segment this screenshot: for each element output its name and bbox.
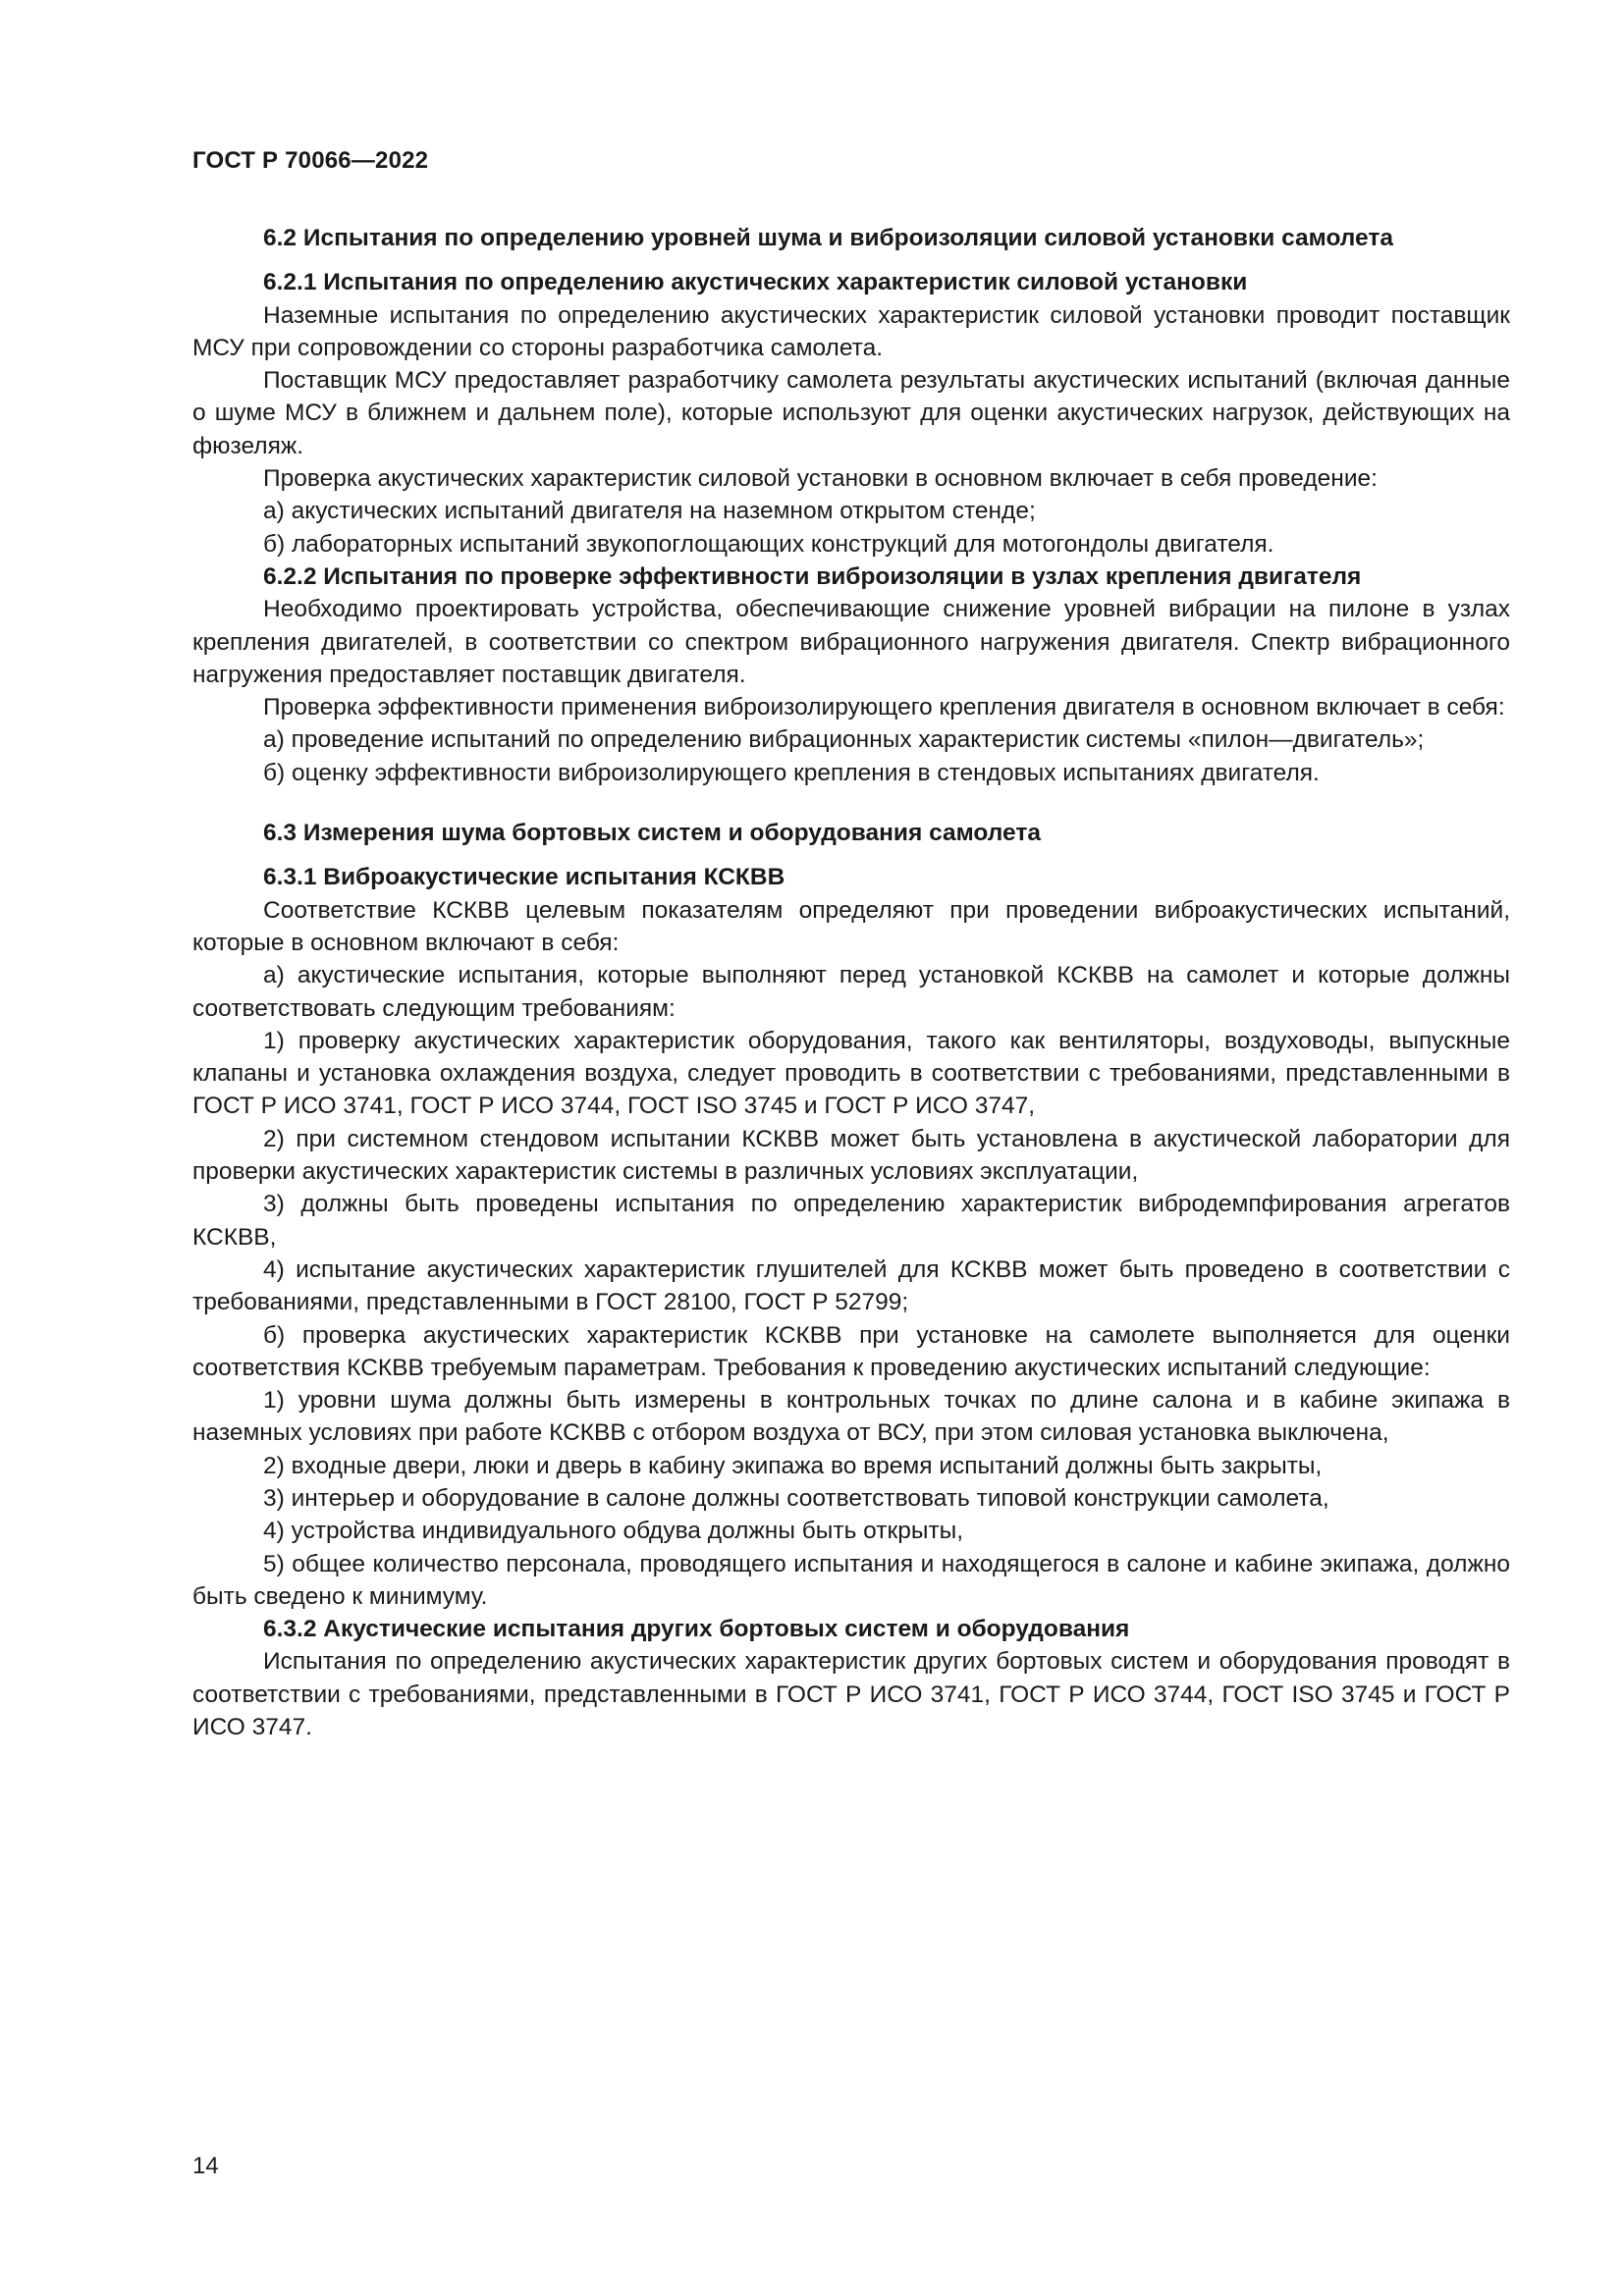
list-item: 1) уровни шума должны быть измерены в контрольных точках по длине салона и в кабине экипажа в наземных условиях при работе КСКВВ с отбором воздуха от ВСУ, при этом силовая установка выключена, [192, 1387, 1510, 1447]
subsection-heading-6-3-1: 6.3.1 Виброакустические испытания КСКВВ [263, 864, 785, 891]
list-item: а) акустические испытания, которые выполняют перед установкой КСКВВ на самолет и которые должны соответствовать следующим требованиям: [192, 962, 1510, 1022]
list-item: 2) входные двери, люки и дверь в кабину экипажа во время испытаний должны быть закрыты, [263, 1452, 1323, 1479]
paragraph: Соответствие КСКВВ целевым показателям определяют при проведении виброакустических испытаний, которые в основном включают в себя: [192, 896, 1510, 956]
paragraph: Поставщик МСУ предоставляет разработчику самолета результаты акустических испытаний (включая данные о шуме МСУ в ближнем и дальнем поле), которые используют для оценки акустических нагрузок, действующих на фюзеляж. [192, 367, 1510, 459]
subsection-heading-6-3-2: 6.3.2 Акустические испытания других бортовых систем и оборудования [263, 1616, 1130, 1643]
list-item: 4) устройства индивидуального обдува должны быть открыты, [263, 1518, 964, 1545]
list-item: 5) общее количество персонала, проводящего испытания и находящегося в салоне и кабине экипажа, должно быть сведено к минимуму. [192, 1550, 1510, 1610]
list-item: б) оценку эффективности виброизолирующего крепления в стендовых испытаниях двигателя. [263, 759, 1320, 786]
list-item: б) проверка акустических характеристик КСКВВ при установке на самолете выполняется для оценки соответствия КСКВВ требуемым параметрам. Требования к проведению акустических испытаний следующие: [192, 1321, 1510, 1381]
list-item: б) лабораторных испытаний звукопоглощающих конструкций для мотогондолы двигателя. [263, 530, 1274, 558]
document-code-header: ГОСТ Р 70066—2022 [192, 147, 429, 174]
list-item: 3) должны быть проведены испытания по определению характеристик вибродемпфирования агрегатов КСКВВ, [192, 1191, 1510, 1251]
document-body [192, 222, 1510, 1743]
list-item: а) проведение испытаний по определению вибрационных характеристик системы «пилон—двигатель»; [263, 726, 1425, 754]
paragraph: Необходимо проектировать устройства, обеспечивающие снижение уровней вибрации на пилоне в узлах крепления двигателей, в соответствии со спектром вибрационного нагружения двигателя. Спектр вибрационного нагружения предоставляет поставщик двигателя. [192, 596, 1510, 688]
paragraph: Проверка акустических характеристик силовой установки в основном включает в себя проведение: [263, 465, 1378, 493]
paragraph: Проверка эффективности применения виброизолирующего крепления двигателя в основном включает в себя: [263, 694, 1505, 721]
subsection-heading-6-2-1: 6.2.1 Испытания по определению акустических характеристик силовой установки [263, 269, 1248, 296]
list-item: 2) при системном стендовом испытании КСКВВ может быть установлена в акустической лаборатории для проверки акустических характеристик системы в различных условиях эксплуатации, [192, 1125, 1510, 1186]
list-item: 4) испытание акустических характеристик глушителей для КСКВВ может быть проведено в соответствии с требованиями, представленными в ГОСТ 28100, ГОСТ Р 52799; [192, 1255, 1510, 1316]
subsection-heading-6-2-2: 6.2.2 Испытания по проверке эффективности виброизоляции в узлах крепления двигателя [263, 562, 1362, 590]
list-item: 3) интерьер и оборудование в салоне должны соответствовать типовой конструкции самолета, [263, 1484, 1329, 1512]
list-item: а) акустических испытаний двигателя на наземном открытом стенде; [263, 498, 1036, 525]
paragraph: Испытания по определению акустических характеристик других бортовых систем и оборудования проводят в соответствии с требованиями, представленными в ГОСТ Р ИСО 3741, ГОСТ Р ИСО 3744, ГОСТ ISO 3745 и ГОСТ Р ИСО 3747. [192, 1648, 1510, 1741]
section-heading-6-3: 6.3 Измерения шума бортовых систем и оборудования самолета [263, 820, 1041, 847]
list-item: 1) проверку акустических характеристик оборудования, такого как вентиляторы, воздуховоды, выпускные клапаны и установка охлаждения воздуха, следует проводить в соответствии с требованиями, представленными в ГОСТ Р ИСО 3741, ГОСТ Р ИСО 3744, ГОСТ ISO 3745 и ГОСТ Р ИСО 3747, [192, 1027, 1510, 1120]
page-number: 14 [192, 2153, 219, 2179]
paragraph: Наземные испытания по определению акустических характеристик силовой установки проводит поставщик МСУ при сопровождении со стороны разработчика самолета. [192, 301, 1510, 361]
section-heading-6-2: 6.2 Испытания по определению уровней шума и виброизоляции силовой установки самолета [263, 225, 1393, 251]
